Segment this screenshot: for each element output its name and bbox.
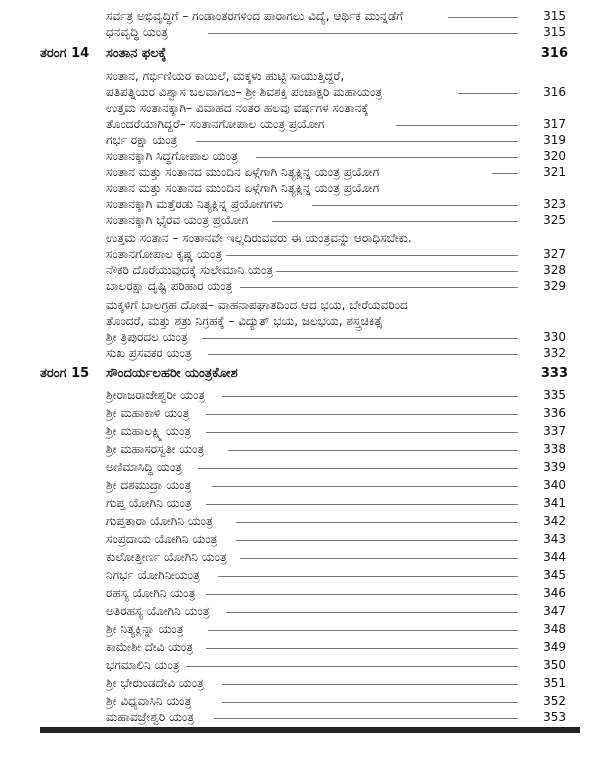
- toc-entry: [0, 21, 600, 43]
- entry-page-number: 337: [543, 424, 566, 438]
- entry-title: ಅತಿರಹಸ್ಯ ಯೋಗಿನಿ ಯಂತ್ರ: [106, 604, 210, 618]
- dot-leader: [240, 558, 518, 559]
- entry-title: ಸಂತಾನಕ್ಕಾಗಿ ಸಿದ್ಧಗೋಪಾಲ ಯಂತ್ರ: [106, 149, 238, 163]
- entry-title: ಸಂಪ್ರದಾಯ ಯೋಗಿನಿ ಯಂತ್ರ: [106, 532, 218, 546]
- dot-leader: [218, 576, 518, 577]
- dot-leader: [236, 522, 518, 523]
- entry-title: ಶ್ರೀ ದಶಮುದ್ರಾ ಯಂತ್ರ: [106, 478, 192, 492]
- entry-title: ಸಂತಾನಗೋಪಾಲ ಕೃಷ್ಣ ಯಂತ್ರ: [106, 247, 223, 261]
- toc-chapter-heading: [0, 362, 600, 386]
- dot-leader: [198, 468, 518, 469]
- dot-leader: [312, 205, 518, 206]
- entry-title: ಶ್ರೀ ತ್ರಿಪುರದಲ ಯಂತ್ರ: [106, 330, 188, 344]
- dot-leader: [226, 612, 518, 613]
- entry-title: ಸುಖ ಪ್ರಸವಕರ ಯಂತ್ರ: [106, 346, 192, 360]
- entry-page-number: 327: [543, 247, 566, 261]
- entry-title: ನಿಗರ್ಭ ಯೋಗಿನೀಯಂತ್ರ: [106, 568, 200, 582]
- entry-title: ಉತ್ತಮ ಸಂತಾನ – ಸಂತಾನವೇ ಇಲ್ಲದಿರುವವರು ಈ ಯಂತ್ರವನ್ನು ಆರಾಧಿಸಬೇಕು.: [106, 231, 412, 245]
- entry-page-number: 349: [543, 640, 566, 654]
- entry-title: ಕುಲೋತ್ತೀರ್ಣ ಯೋಗಿನಿ ಯಂತ್ರ: [106, 550, 227, 564]
- chapter-title: ಸಂತಾನ ಫಲಕ್ಕೆ: [106, 46, 167, 61]
- entry-title: ಗುಪ್ತ ಯೋಗಿನಿ ಯಂತ್ರ: [106, 496, 192, 510]
- entry-page-number: 330: [543, 330, 566, 344]
- dot-leader: [206, 432, 518, 433]
- entry-title: ಸಂತಾನ ಮತ್ತು ಸಂತಾನದ ಮುಂದಿನ ಏಳ್ಗೆಗಾಗಿ ನಿತ್ಯಕ್ಲಿನ್ನ ಯಂತ್ರ ಪ್ರಯೋಗ: [106, 181, 380, 195]
- dot-leader: [272, 221, 518, 222]
- dot-leader: [206, 414, 518, 415]
- entry-page-number: 319: [543, 133, 566, 147]
- dot-leader: [240, 287, 518, 288]
- entry-title: ಶ್ರೀರಾಜರಾಜೇಶ್ವರೀ ಯಂತ್ರ: [106, 388, 206, 402]
- entry-title: ಗರ್ಭ ರಕ್ಷಾ ಯಂತ್ರ: [106, 133, 178, 147]
- entry-title: ಕಾಮೇಶೀ ದೇವಿ ಯಂತ್ರ: [106, 640, 194, 654]
- entry-page-number: 346: [543, 586, 566, 600]
- entry-title: ಸಂತಾನಕ್ಕಾಗಿ ಮತ್ತೆರಡು ನಿತ್ಯಕ್ಲಿನ್ನ ಪ್ರಯೋಗಗಳು: [106, 197, 284, 211]
- entry-page-number: 335: [543, 388, 566, 402]
- entry-title: ಶ್ರೀ ಮಹಾಕಾಳಿ ಯಂತ್ರ: [106, 406, 190, 420]
- dot-leader: [222, 684, 518, 685]
- entry-page-number: 329: [543, 279, 566, 293]
- bottom-rule: [40, 727, 580, 733]
- entry-page-number: 328: [543, 263, 566, 277]
- entry-page-number: 316: [543, 85, 566, 99]
- dot-leader: [208, 33, 518, 34]
- entry-title: ಮಹಾವಜ್ರೇಶ್ವರಿ ಯಂತ್ರ: [106, 710, 195, 724]
- dot-leader: [226, 255, 518, 256]
- dot-leader: [396, 125, 518, 126]
- chapter-page-number: 333: [540, 366, 568, 381]
- entry-title: ಸಂತಾನ ಮತ್ತು ಸಂತಾನದ ಮುಂದಿನ ಏಳ್ಗೆಗಾಗಿ ನಿತ್ಯಕ್ಲಿನ್ನ ಯಂತ್ರ ಪ್ರಯೋಗ: [106, 165, 380, 179]
- entry-page-number: 315: [543, 25, 566, 39]
- entry-page-number: 345: [543, 568, 566, 582]
- dot-leader: [212, 486, 518, 487]
- entry-page-number: 321: [543, 165, 566, 179]
- toc-chapter-heading: [0, 42, 600, 66]
- entry-title: ಸಂತಾನ, ಗರ್ಭಿಣಿಯರ ಕಾಯಿಲೆ, ಮಕ್ಕಳು ಹುಟ್ಟಿ ಸಾಯುತ್ತಿದ್ದರೆ,: [106, 69, 345, 83]
- entry-title: ರಹಸ್ಯ ಯೋಗಿನಿ ಯಂತ್ರ: [106, 586, 196, 600]
- entry-title: ಬಾಲರಕ್ಷಾ ದೃಷ್ಟಿ ಪರಿಹಾರ ಯಂತ್ರ: [106, 279, 233, 293]
- entry-page-number: 352: [543, 694, 566, 708]
- entry-page-number: 344: [543, 550, 566, 564]
- dot-leader: [206, 504, 518, 505]
- entry-title: ಮಕ್ಕಳಿಗೆ ಬಾಲಗ್ರಹ ದೋಷ– ವಾಹನಾಪಘಾತದಿಂದ ಆದ ಭಯ, ಬೇರೆಯವರಿಂದ: [106, 298, 408, 312]
- toc-entry: [0, 342, 600, 364]
- entry-title: ಶ್ರೀ ಭೇರುಂಡದೇವಿ ಯಂತ್ರ: [106, 676, 204, 690]
- dot-leader: [256, 157, 518, 158]
- dot-leader: [222, 396, 518, 397]
- entry-page-number: 348: [543, 622, 566, 636]
- dot-leader: [202, 338, 518, 339]
- entry-title: ಧನವೃದ್ಧಿ ಯಂತ್ರ: [106, 25, 168, 39]
- entry-title: ಗುಪ್ತತಾರಾ ಯೋಗಿನಿ ಯಂತ್ರ: [106, 514, 213, 528]
- entry-page-number: 332: [543, 346, 566, 360]
- dot-leader: [208, 630, 518, 631]
- entry-page-number: 338: [543, 442, 566, 456]
- dot-leader: [276, 271, 518, 272]
- entry-page-number: 323: [543, 197, 566, 211]
- entry-page-number: 325: [543, 213, 566, 227]
- chapter-label: ತರಂಗ 15: [40, 366, 90, 381]
- entry-page-number: 342: [543, 514, 566, 528]
- entry-title: ಶ್ರೀ ಮಹಾಲಕ್ಷ್ಮಿ ಯಂತ್ರ: [106, 424, 192, 438]
- dot-leader: [214, 718, 518, 719]
- chapter-label: ತರಂಗ 14: [40, 46, 90, 61]
- entry-page-number: 320: [543, 149, 566, 163]
- entry-title: ಸಂತಾನಕ್ಕಾಗಿ ಭೈರವ ಯಂತ್ರ ಪ್ರಯೋಗ: [106, 213, 249, 227]
- entry-title: ನೌಕರಿ ದೊರೆಯುವುದಕ್ಕೆ ಸುಲೇಮಾನಿ ಯಂತ್ರ: [106, 263, 274, 277]
- chapter-page-number: 316: [540, 46, 568, 61]
- entry-page-number: 343: [543, 532, 566, 546]
- dot-leader: [206, 594, 518, 595]
- dot-leader: [458, 93, 518, 94]
- dot-leader: [206, 648, 518, 649]
- dot-leader: [236, 540, 518, 541]
- dot-leader: [186, 666, 518, 667]
- toc-entry: [0, 706, 600, 728]
- entry-title: ಶ್ರೀ ನಿತ್ಯಕ್ಲಿನ್ನಾ ಯಂತ್ರ: [106, 622, 184, 636]
- entry-page-number: 317: [543, 117, 566, 131]
- entry-title: ಪತಿಪತ್ನಿಯರ ವಿಶ್ವಾಸ ಬಲವಾಗಲು– ಶ್ರೀ ಶಿವಶಕ್ತಿ ಪಂಚಾಕ್ಷರಿ ಮಹಾಯಂತ್ರ: [106, 85, 383, 99]
- dot-leader: [196, 141, 518, 142]
- dot-leader: [228, 450, 518, 451]
- entry-title: ತೊಂದರೆಯಾಗಿದ್ದರೆ– ಸಂತಾನಗೋಪಾಲ ಯಂತ್ರ ಪ್ರಯೋಗ: [106, 117, 325, 131]
- entry-title: ಉತ್ತಮ ಸಂತಾನಕ್ಕಾಗಿ– ವಿವಾಹದ ನಂತರ ಹಲವು ವರ್ಷಗಳ ಸಂತಾನಕ್ಕೆ: [106, 101, 369, 115]
- entry-title: ಅಣಿಮಾಸಿದ್ಧಿ ಯಂತ್ರ: [106, 460, 182, 474]
- entry-page-number: 341: [543, 496, 566, 510]
- dot-leader: [448, 17, 518, 18]
- dot-leader: [222, 702, 518, 703]
- dot-leader: [208, 354, 518, 355]
- entry-page-number: 350: [543, 658, 566, 672]
- entry-title: ಶ್ರೀ ವಿಧ್ಯವಾಸಿನಿ ಯಂತ್ರ: [106, 694, 192, 708]
- entry-title: ಶ್ರೀ ಮಹಾಸರಸ್ವತೀ ಯಂತ್ರ: [106, 442, 205, 456]
- entry-title: ಭಗಮಾಲಿನಿ ಯಂತ್ರ: [106, 658, 180, 672]
- entry-page-number: 353: [543, 710, 566, 724]
- entry-page-number: 340: [543, 478, 566, 492]
- entry-page-number: 347: [543, 604, 566, 618]
- entry-page-number: 339: [543, 460, 566, 474]
- entry-page-number: 336: [543, 406, 566, 420]
- dot-leader: [492, 173, 518, 174]
- entry-page-number: 315: [543, 9, 566, 23]
- entry-title: ಸರ್ವತ್ರ ಅಭಿವೃದ್ಧಿಗೆ – ಗಂಡಾಂತರಗಳಿಂದ ಪಾರಾಗಲು ವಿದ್ಯೆ, ಆರ್ಥಿಕ ಮುನ್ನಡೆಗೆ: [106, 9, 404, 23]
- chapter-title: ಸೌಂದರ್ಯಲಹರೀ ಯಂತ್ರಕೋಶ: [106, 366, 238, 381]
- entry-page-number: 351: [543, 676, 566, 690]
- entry-title: ತೊಂದರೆ, ಮತ್ತು ಶತ್ರು ನಿಗ್ರಹಕ್ಕೆ – ವಿದ್ಯುತ್ ಭಯ, ಜಲಭಯ, ಶಸ್ತ್ರಚಿಕಿತ್ಸೆ: [106, 314, 383, 328]
